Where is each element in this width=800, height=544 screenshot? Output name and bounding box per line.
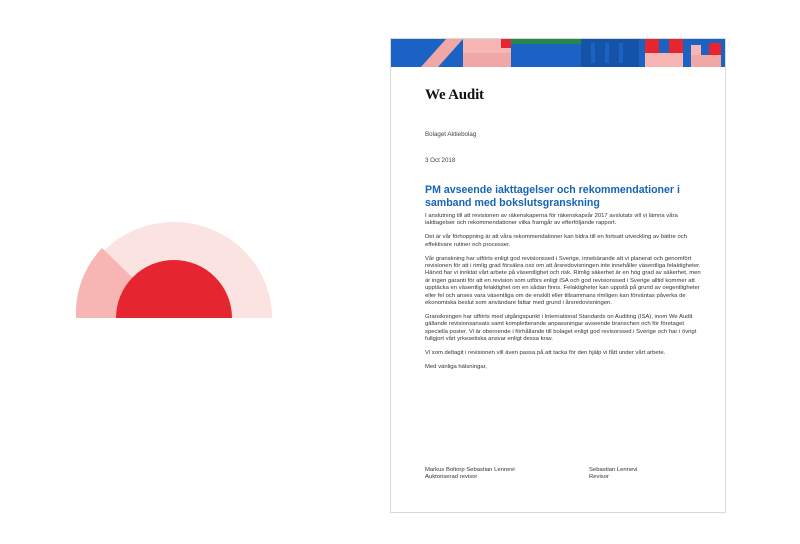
body-paragraph: Granskningen har utförts med utgångspunkt i International Standards on Auditing (ISA), inom We Audit gällande revisionsansats samt kompletterande anpassningar avseende branschen och för företaget speciella poster. Vi är oberoende i förhållande till bolaget enligt god revisorssed i Sverige och har i övrigt fullgjort vårt yrkesetiska ansvar enligt dessa krav.	[425, 313, 697, 343]
body-paragraph: Det är vår förhoppning är att våra rekommendationer kan bidra till en fortsatt utveckling av bättre och effektivare rutiner och processer.	[425, 234, 687, 248]
letter-title: PM avseende iakttagelser och rekommendationer i samband med bokslutsgranskning	[425, 184, 680, 209]
body-paragraph: Vår granskning har utförts enligt god revisionssed i Sverige, innebärande att vi planerat och genomfört revisionen för att i rimlig grad försäkra oss om att årsredovisningen inte innehåller väsentliga felaktigheter. Härvid har vi inriktat vårt arbete på väsentlighet och risk. Rimlig säkerhet är en hög grad av säkerhet, men är ingen garanti för att en revision som utförs enligt ISA och god revisionssed i Sverige alltid kommer att upptäcka en väsentlig felaktighet om en sådan finns. Felaktigheter kan uppstå på grund av oegentligheter eller fel och anses vara väsentliga om de enskilt eller tillsammans rimligen kan förväntas påverka de ekonomiska beslut som användare fattar med grund i årsredovisningen.	[425, 255, 701, 307]
letter-date: 3 Oct 2018	[425, 157, 456, 164]
signature-name: Sebastian Lennevi	[589, 467, 638, 473]
semicircle-illustration	[76, 222, 272, 318]
signature-block-left	[425, 467, 515, 482]
closing-greeting: Med vänliga hälsningar,	[425, 364, 487, 370]
we-audit-logo: We Audit	[425, 87, 484, 103]
body-paragraph: I anslutning till att revisionen av räkenskaperna för räkenskapsår 2017 avslutats vill vi lämna våra iakttagelser och rekommendationer vilka framgår av efterföljande rapport.	[425, 213, 678, 227]
signature-role: Auktoriserad revisor	[425, 474, 478, 481]
header-pattern-banner	[391, 39, 726, 67]
decorative-semicircle-graphic	[76, 222, 272, 318]
signature-block-right	[589, 467, 637, 482]
recipient-company: Bolaget Aktiebolag	[425, 131, 477, 138]
geometric-pattern	[391, 39, 726, 67]
body-paragraph: Vi som deltagit i revisionen vill även passa på att tacka för den hjälp vi fått under vårt arbete.	[425, 350, 666, 357]
letter-page	[390, 38, 726, 513]
signature-name: Markus Boltorp Sebastian Lennevi	[425, 467, 515, 473]
letter-body	[425, 213, 707, 378]
signature-role: Revisor	[589, 474, 609, 481]
